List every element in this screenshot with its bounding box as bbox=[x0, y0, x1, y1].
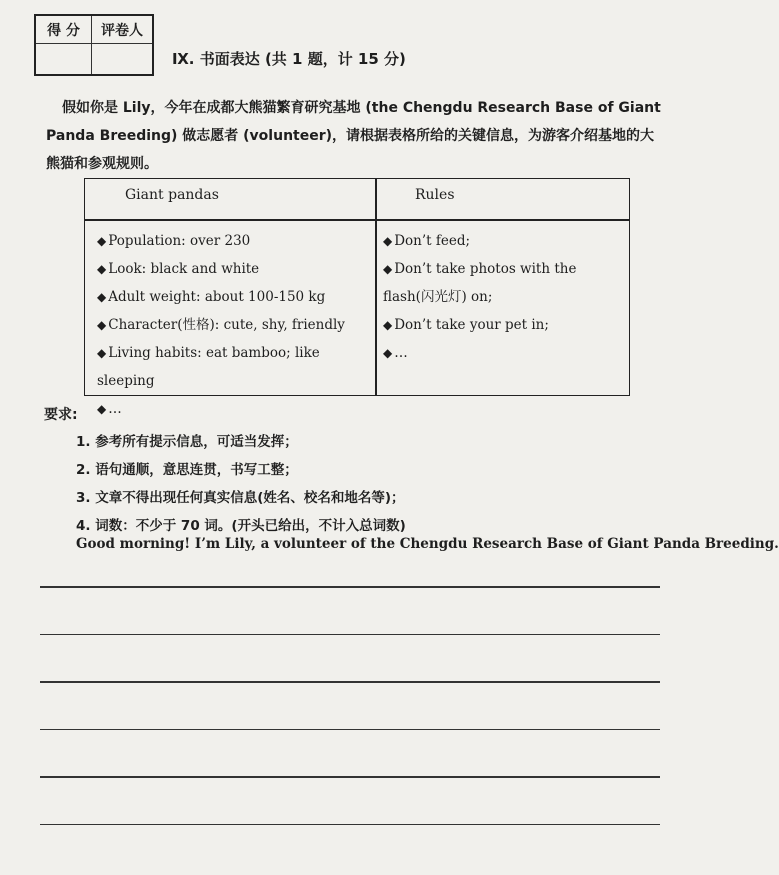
section-title: Ⅸ. 书面表达 (共 1 题，计 15 分) bbox=[172, 50, 406, 68]
table-divider-vertical bbox=[375, 179, 377, 395]
diamond-bullet-icon: ◆ bbox=[97, 262, 107, 276]
list-item: ◆ Population: over 230 bbox=[97, 233, 251, 249]
writing-line[interactable] bbox=[40, 586, 660, 588]
panda-facts-list bbox=[97, 227, 369, 423]
diamond-bullet-icon: ◆ bbox=[97, 290, 107, 304]
diamond-bullet-icon: ◆ bbox=[383, 318, 393, 332]
requirements-list bbox=[76, 428, 406, 540]
list-item: ◆ … bbox=[383, 345, 408, 361]
list-item: ◆ Don’t take your pet in; bbox=[383, 317, 549, 333]
writing-prompt bbox=[46, 94, 666, 178]
list-item: ◆ Character(性格): cute, shy, friendly bbox=[97, 317, 345, 333]
writing-line[interactable] bbox=[40, 729, 660, 731]
diamond-bullet-icon: ◆ bbox=[383, 262, 393, 276]
writing-line[interactable] bbox=[40, 824, 660, 826]
score-box bbox=[34, 14, 154, 76]
table-header-giant-pandas: Giant pandas bbox=[125, 187, 219, 203]
rules-list bbox=[383, 227, 623, 367]
diamond-bullet-icon: ◆ bbox=[383, 346, 393, 360]
list-item: ◆ Don’t take photos with the flash(闪光灯) on; bbox=[383, 261, 577, 305]
diamond-bullet-icon: ◆ bbox=[97, 346, 107, 360]
requirements-title: 要求: bbox=[44, 407, 78, 423]
list-item: ◆ Don’t feed; bbox=[383, 233, 471, 249]
diamond-bullet-icon: ◆ bbox=[383, 234, 393, 248]
grader-entry-field[interactable] bbox=[92, 44, 152, 74]
list-item: ◆ Living habits: eat bamboo; like sleeping bbox=[97, 345, 320, 389]
info-table bbox=[84, 178, 630, 417]
opening-sentence: Good morning! I’m Lily, a volunteer of the Chengdu Research Base of Giant Panda Breeding. bbox=[76, 536, 779, 552]
list-item: ◆ … bbox=[97, 401, 122, 417]
grader-label: 评卷人 bbox=[92, 16, 152, 44]
list-item: 4. 词数：不少于 70 词。(开头已给出，不计入总词数) bbox=[76, 518, 406, 534]
table-divider-horizontal bbox=[85, 219, 629, 221]
writing-line[interactable] bbox=[40, 634, 660, 636]
list-item: 3. 文章不得出现任何真实信息(姓名、校名和地名等)； bbox=[76, 490, 405, 506]
list-item: ◆ Look: black and white bbox=[97, 261, 260, 277]
list-item: 2. 语句通顺，意思连贯，书写工整； bbox=[76, 462, 298, 478]
diamond-bullet-icon: ◆ bbox=[97, 402, 107, 416]
diamond-bullet-icon: ◆ bbox=[97, 234, 107, 248]
score-label: 得 分 bbox=[36, 16, 92, 44]
diamond-bullet-icon: ◆ bbox=[97, 318, 107, 332]
writing-line[interactable] bbox=[40, 776, 660, 778]
prompt-text: 假如你是 Lily，今年在成都大熊猫繁育研究基地 (the Chengdu Research Base of Giant Panda Breeding) 做志愿者 (volunteer)，请根据表格所给的关键信息，为游客介绍基地的大熊猫和参观规则。 bbox=[46, 100, 661, 172]
list-item: ◆ Adult weight: about 100-150 kg bbox=[97, 289, 326, 305]
table-header-rules: Rules bbox=[415, 187, 455, 203]
writing-line[interactable] bbox=[40, 681, 660, 683]
score-entry-field[interactable] bbox=[36, 44, 92, 74]
list-item: 1. 参考所有提示信息，可适当发挥； bbox=[76, 434, 298, 450]
answer-writing-area[interactable] bbox=[40, 586, 660, 871]
